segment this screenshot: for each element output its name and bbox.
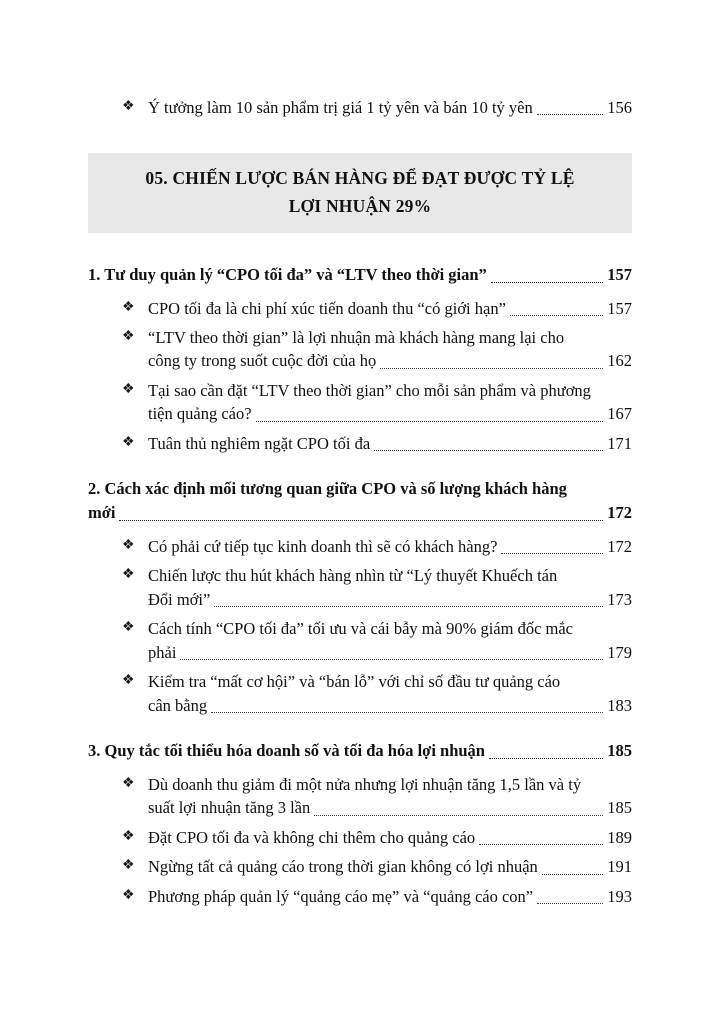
page-number: 185 [607,740,632,760]
dot-leader [510,315,603,316]
list-item-label: Đặt CPO tối đa và không chi thêm cho quảng cáo [148,827,476,847]
section-heading-1-label: 1. Tư duy quản lý “CPO tối đa” và “LTV theo thời gian” [88,264,487,284]
page-number: 172 [607,536,632,556]
list-item-label-cont: công ty trong suốt cuộc đời của họ [148,351,377,371]
diamond-bullet-icon: ❖ [122,828,135,844]
list-item [88,96,632,119]
section-heading-1 [88,263,632,287]
list-item-label: Tuân thủ nghiêm ngặt CPO tối đa [148,433,371,453]
page-number: 193 [607,886,632,906]
list-item-label: Dù doanh thu giảm đi một nửa nhưng lợi nhuận tăng 1,5 lần và tỷ [148,774,582,794]
section-heading-3-label: 3. Quy tắc tối thiểu hóa doanh số và tối đa hóa lợi nhuận [88,740,485,760]
list-item [88,535,632,558]
page-number: 156 [607,98,632,117]
dot-leader [542,874,603,875]
diamond-bullet-icon: ❖ [122,775,135,791]
chapter-banner-line1: 05. CHIẾN LƯỢC BÁN HÀNG ĐỂ ĐẠT ĐƯỢC TỶ LỆ [145,168,575,189]
page-number: 171 [607,433,632,453]
diamond-bullet-icon: ❖ [122,434,135,450]
diamond-bullet-icon: ❖ [122,299,135,315]
dot-leader [214,606,603,607]
page-number: 157 [607,298,632,318]
dot-leader [537,114,604,115]
list-item [88,885,632,908]
diamond-bullet-icon: ❖ [122,567,135,583]
section-heading-3 [88,739,632,763]
diamond-bullet-icon: ❖ [122,329,135,345]
dot-leader [314,815,603,816]
diamond-bullet-icon: ❖ [122,673,135,689]
list-item [88,379,632,426]
list-item-label: Kiểm tra “mất cơ hội” và “bán lỗ” với chỉ số đầu tư quảng cáo [148,672,561,692]
list-item-label: Chiến lược thu hút khách hàng nhìn từ “Lý thuyết Khuếch tán [148,566,558,586]
diamond-bullet-icon: ❖ [122,620,135,636]
page-number: 185 [607,798,632,818]
list-item [88,297,632,320]
dot-leader [180,659,603,660]
list-item-label: Ngừng tất cả quảng cáo trong thời gian không có lợi nhuận [148,857,538,877]
section-heading-2-label: 2. Cách xác định mối tương quan giữa CPO và số lượng khách hàng [88,479,567,499]
diamond-bullet-icon: ❖ [122,99,135,114]
dot-leader [491,282,603,283]
dot-leader [374,450,603,451]
diamond-bullet-icon: ❖ [122,381,135,397]
dot-leader [537,903,603,904]
page-number: 183 [607,695,632,715]
list-item-label: “LTV theo thời gian” là lợi nhuận mà khách hàng mang lại cho [148,328,565,348]
page-number: 172 [607,503,632,523]
dot-leader [119,520,603,521]
dot-leader [501,553,603,554]
list-item-label-cont: phải [148,642,177,662]
page-number: 179 [607,642,632,662]
list-item [88,564,632,611]
page-number: 167 [607,404,632,424]
list-item-label-cont: Đổi mới” [148,589,211,609]
dot-leader [380,368,603,369]
list-item [88,617,632,664]
list-item-label: Có phải cứ tiếp tục kinh doanh thì sẽ có khách hàng? [148,536,498,556]
list-item [88,326,632,373]
list-item-label: Ý tưởng làm 10 sản phẩm trị giá 1 tỷ yên và bán 10 tỷ yên [148,98,533,117]
list-item [88,432,632,455]
page-number: 157 [607,264,632,284]
section-heading-2 [88,477,632,525]
page-number: 173 [607,589,632,609]
page-number: 191 [607,857,632,877]
list-item-label: Phương pháp quản lý “quảng cáo mẹ” và “quảng cáo con” [148,886,534,906]
diamond-bullet-icon: ❖ [122,858,135,874]
list-item-label: Tại sao cần đặt “LTV theo thời gian” cho mỗi sản phẩm và phương [148,380,591,400]
dot-leader [489,758,603,759]
list-item-label-cont: suất lợi nhuận tăng 3 lần [148,798,311,818]
dot-leader [479,844,603,845]
page-number: 189 [607,827,632,847]
list-item [88,773,632,820]
section-heading-2-label-cont: mới [88,503,116,523]
list-item-label: CPO tối đa là chi phí xúc tiến doanh thu “có giới hạn” [148,298,506,318]
page-number: 162 [607,351,632,371]
list-item [88,855,632,878]
diamond-bullet-icon: ❖ [122,537,135,553]
list-item-label-cont: tiện quảng cáo? [148,404,252,424]
dot-leader [256,421,604,422]
chapter-banner-line2: LỢI NHUẬN 29% [288,195,432,216]
list-item [88,670,632,717]
list-item-label-cont: cân bằng [148,695,208,715]
list-item [88,826,632,849]
list-item-label: Cách tính “CPO tối đa” tối ưu và cái bẫy mà 90% giám đốc mắc [148,619,573,639]
diamond-bullet-icon: ❖ [122,887,135,903]
chapter-banner [88,153,632,232]
dot-leader [211,712,603,713]
